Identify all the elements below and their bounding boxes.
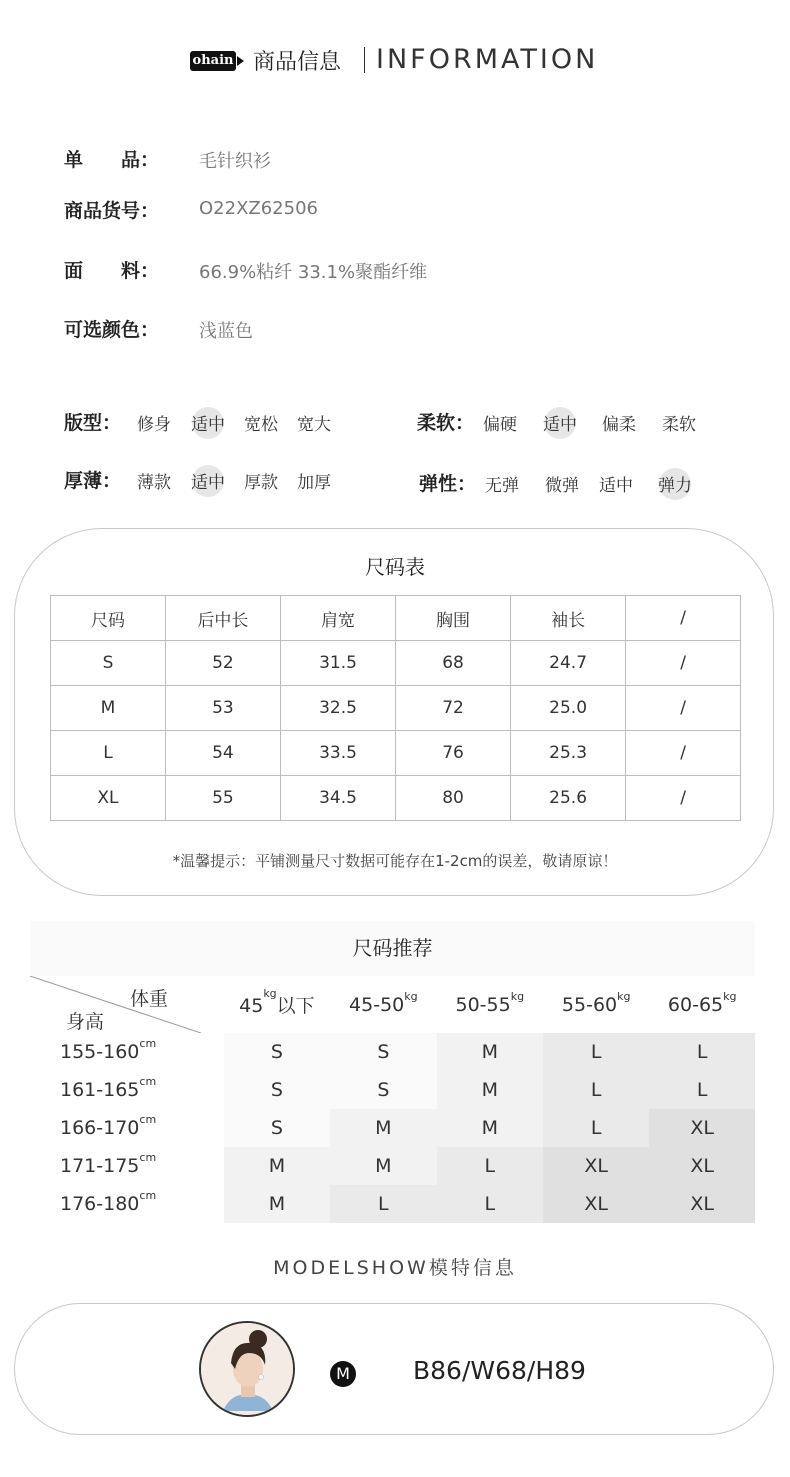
recommend-cell: XL — [649, 1109, 755, 1147]
diagonal-divider — [30, 976, 201, 1033]
table-cell: 76 — [396, 731, 511, 776]
height-label: $166-170^{cm}$ — [30, 1109, 224, 1147]
table-cell: / — [626, 641, 741, 686]
recommend-cell: L — [437, 1185, 543, 1223]
model-avatar — [199, 1321, 295, 1417]
softness-option: 柔软 — [662, 415, 696, 435]
table-cell: 68 — [396, 641, 511, 686]
table-cell: 52 — [165, 641, 280, 686]
table-cell: 25.6 — [511, 776, 626, 821]
table-cell: / — [626, 731, 741, 776]
recommend-cell: M — [437, 1033, 543, 1071]
fit-option: 宽大 — [297, 415, 331, 435]
table-cell: 34.5 — [280, 776, 395, 821]
play-arrow-icon — [237, 56, 244, 66]
weight-unit: kg — [510, 989, 525, 1003]
weight-unit: kg — [404, 989, 418, 1003]
fit-option: 宽松 — [244, 415, 278, 435]
table-header-cell: 尺码 — [51, 596, 166, 641]
attr-label-thickness: 厚薄： — [64, 470, 122, 492]
table-row — [51, 731, 741, 776]
corner-height-label: 身高 — [66, 1011, 105, 1033]
recommend-corner-cell — [30, 976, 224, 1033]
fit-option-selected: 适中 — [191, 410, 225, 435]
recommend-row — [30, 1147, 755, 1185]
table-cell: 55 — [165, 776, 280, 821]
size-chart-note: *温馨提示：平铺测量尺寸数据可能存在1-2cm的误差，敬请原谅！ — [172, 852, 618, 870]
table-header-cell: 后中长 — [165, 596, 280, 641]
attr-label-softness: 柔软： — [417, 412, 475, 434]
recommend-cell: S — [224, 1109, 330, 1147]
recommend-title: 尺码推荐 — [30, 921, 755, 976]
recommend-row — [30, 1109, 755, 1147]
thickness-option: 厚款 — [244, 473, 278, 493]
recommend-cell: M — [224, 1147, 330, 1185]
elasticity-option: 微弹 — [545, 476, 579, 496]
weight-header — [543, 976, 649, 1033]
recommend-cell: XL — [543, 1147, 649, 1185]
info-label-fabric: 面 料： — [64, 260, 160, 282]
table-header-cell: / — [626, 596, 741, 641]
weight-value: 55-60 — [561, 993, 618, 1016]
recommend-cell: L — [437, 1147, 543, 1185]
elasticity-option-selected: 弹力 — [658, 471, 692, 496]
info-label-sku: 商品货号： — [64, 200, 160, 222]
attr-label-elasticity: 弹性： — [419, 473, 477, 495]
table-cell: M — [51, 686, 166, 731]
table-header-cell: 胸围 — [396, 596, 511, 641]
info-value-fabric: 66.9%粘纤 33.1%聚酯纤维 — [199, 262, 428, 283]
size-recommend-panel — [30, 921, 755, 1223]
recommend-cell: M — [437, 1109, 543, 1147]
size-chart-title: 尺码表 — [365, 555, 425, 579]
table-cell: / — [626, 776, 741, 821]
table-cell: 31.5 — [280, 641, 395, 686]
info-label-item: 单 品： — [64, 149, 160, 171]
brand-logo: ohain — [190, 51, 236, 71]
table-cell: L — [51, 731, 166, 776]
recommend-cell: L — [330, 1185, 436, 1223]
info-value-color: 浅蓝色 — [199, 321, 253, 342]
weight-value: 60-65 — [667, 993, 724, 1016]
attr-label-fit: 版型： — [64, 412, 122, 434]
weight-unit: kg — [723, 989, 737, 1003]
weight-value: 50-55 — [455, 993, 511, 1016]
recommend-table — [30, 976, 755, 1223]
table-cell: 54 — [165, 731, 280, 776]
info-value-item: 毛针织衫 — [199, 151, 271, 172]
recommend-cell: L — [649, 1071, 755, 1109]
table-cell: / — [626, 686, 741, 731]
table-cell: 24.7 — [511, 641, 626, 686]
table-cell: 72 — [396, 686, 511, 731]
title-divider — [364, 47, 365, 73]
model-size-badge: M — [330, 1361, 356, 1387]
recommend-cell: L — [543, 1109, 649, 1147]
weight-header — [437, 976, 543, 1033]
table-header-row — [51, 596, 741, 641]
table-cell: 53 — [165, 686, 280, 731]
weight-header — [330, 976, 436, 1033]
height-label: $161-165^{cm}$ — [30, 1071, 224, 1109]
recommend-cell: S — [330, 1033, 436, 1071]
table-header-cell: 袖长 — [511, 596, 626, 641]
weight-header — [224, 976, 330, 1033]
table-cell: 33.5 — [280, 731, 395, 776]
weight-suffix: 以下 — [276, 995, 315, 1017]
recommend-cell: XL — [543, 1185, 649, 1223]
thickness-option: 薄款 — [137, 473, 171, 493]
recommend-cell: S — [224, 1033, 330, 1071]
weight-value: 45 — [239, 995, 264, 1017]
recommend-cell: L — [543, 1033, 649, 1071]
model-section-title: MODELSHOW模特信息 — [273, 1257, 517, 1279]
recommend-cell: S — [224, 1071, 330, 1109]
recommend-row — [30, 1033, 755, 1071]
table-cell: 32.5 — [280, 686, 395, 731]
model-info-panel — [14, 1303, 774, 1435]
softness-option-selected: 适中 — [543, 410, 577, 435]
recommend-cell: L — [543, 1071, 649, 1109]
weight-value: 45-50 — [349, 993, 405, 1016]
info-value-sku: O22XZ62506 — [199, 198, 318, 219]
table-cell: 80 — [396, 776, 511, 821]
corner-weight-label: 体重 — [130, 988, 169, 1010]
height-label: $171-175^{cm}$ — [30, 1147, 224, 1185]
recommend-cell: L — [649, 1033, 755, 1071]
table-cell: S — [51, 641, 166, 686]
recommend-cell: M — [330, 1147, 436, 1185]
recommend-cell: S — [330, 1071, 436, 1109]
recommend-cell: M — [224, 1185, 330, 1223]
thickness-option: 加厚 — [297, 473, 331, 493]
weight-unit: kg — [263, 987, 277, 1000]
height-label: $176-180^{cm}$ — [30, 1185, 224, 1223]
info-label-color: 可选颜色： — [64, 319, 160, 341]
model-measurements: B86/W68/H89 — [413, 1356, 586, 1385]
table-cell: 25.0 — [511, 686, 626, 731]
model-portrait-image — [201, 1323, 293, 1415]
recommend-row — [30, 1185, 755, 1223]
recommend-row — [30, 1071, 755, 1109]
table-row — [51, 686, 741, 731]
table-cell: 25.3 — [511, 731, 626, 776]
table-row — [51, 641, 741, 686]
section-title-cn: 商品信息 — [253, 50, 342, 75]
elasticity-option: 适中 — [599, 476, 633, 496]
softness-option: 偏硬 — [483, 415, 517, 435]
size-chart-table — [50, 595, 741, 821]
recommend-cell: XL — [649, 1185, 755, 1223]
elasticity-option: 无弹 — [485, 476, 519, 496]
fit-option: 修身 — [137, 415, 171, 435]
softness-option: 偏柔 — [602, 415, 636, 435]
height-label: $155-160^{cm}$ — [30, 1033, 224, 1071]
section-title-en: INFORMATION — [376, 44, 599, 75]
recommend-cell: M — [437, 1071, 543, 1109]
recommend-header-row — [30, 976, 755, 1033]
thickness-option-selected: 适中 — [191, 468, 225, 493]
recommend-cell: XL — [649, 1147, 755, 1185]
table-row — [51, 776, 741, 821]
table-header-cell: 肩宽 — [280, 596, 395, 641]
table-cell: XL — [51, 776, 166, 821]
recommend-cell: M — [330, 1109, 436, 1147]
weight-unit: kg — [617, 989, 631, 1003]
weight-header — [649, 976, 755, 1033]
